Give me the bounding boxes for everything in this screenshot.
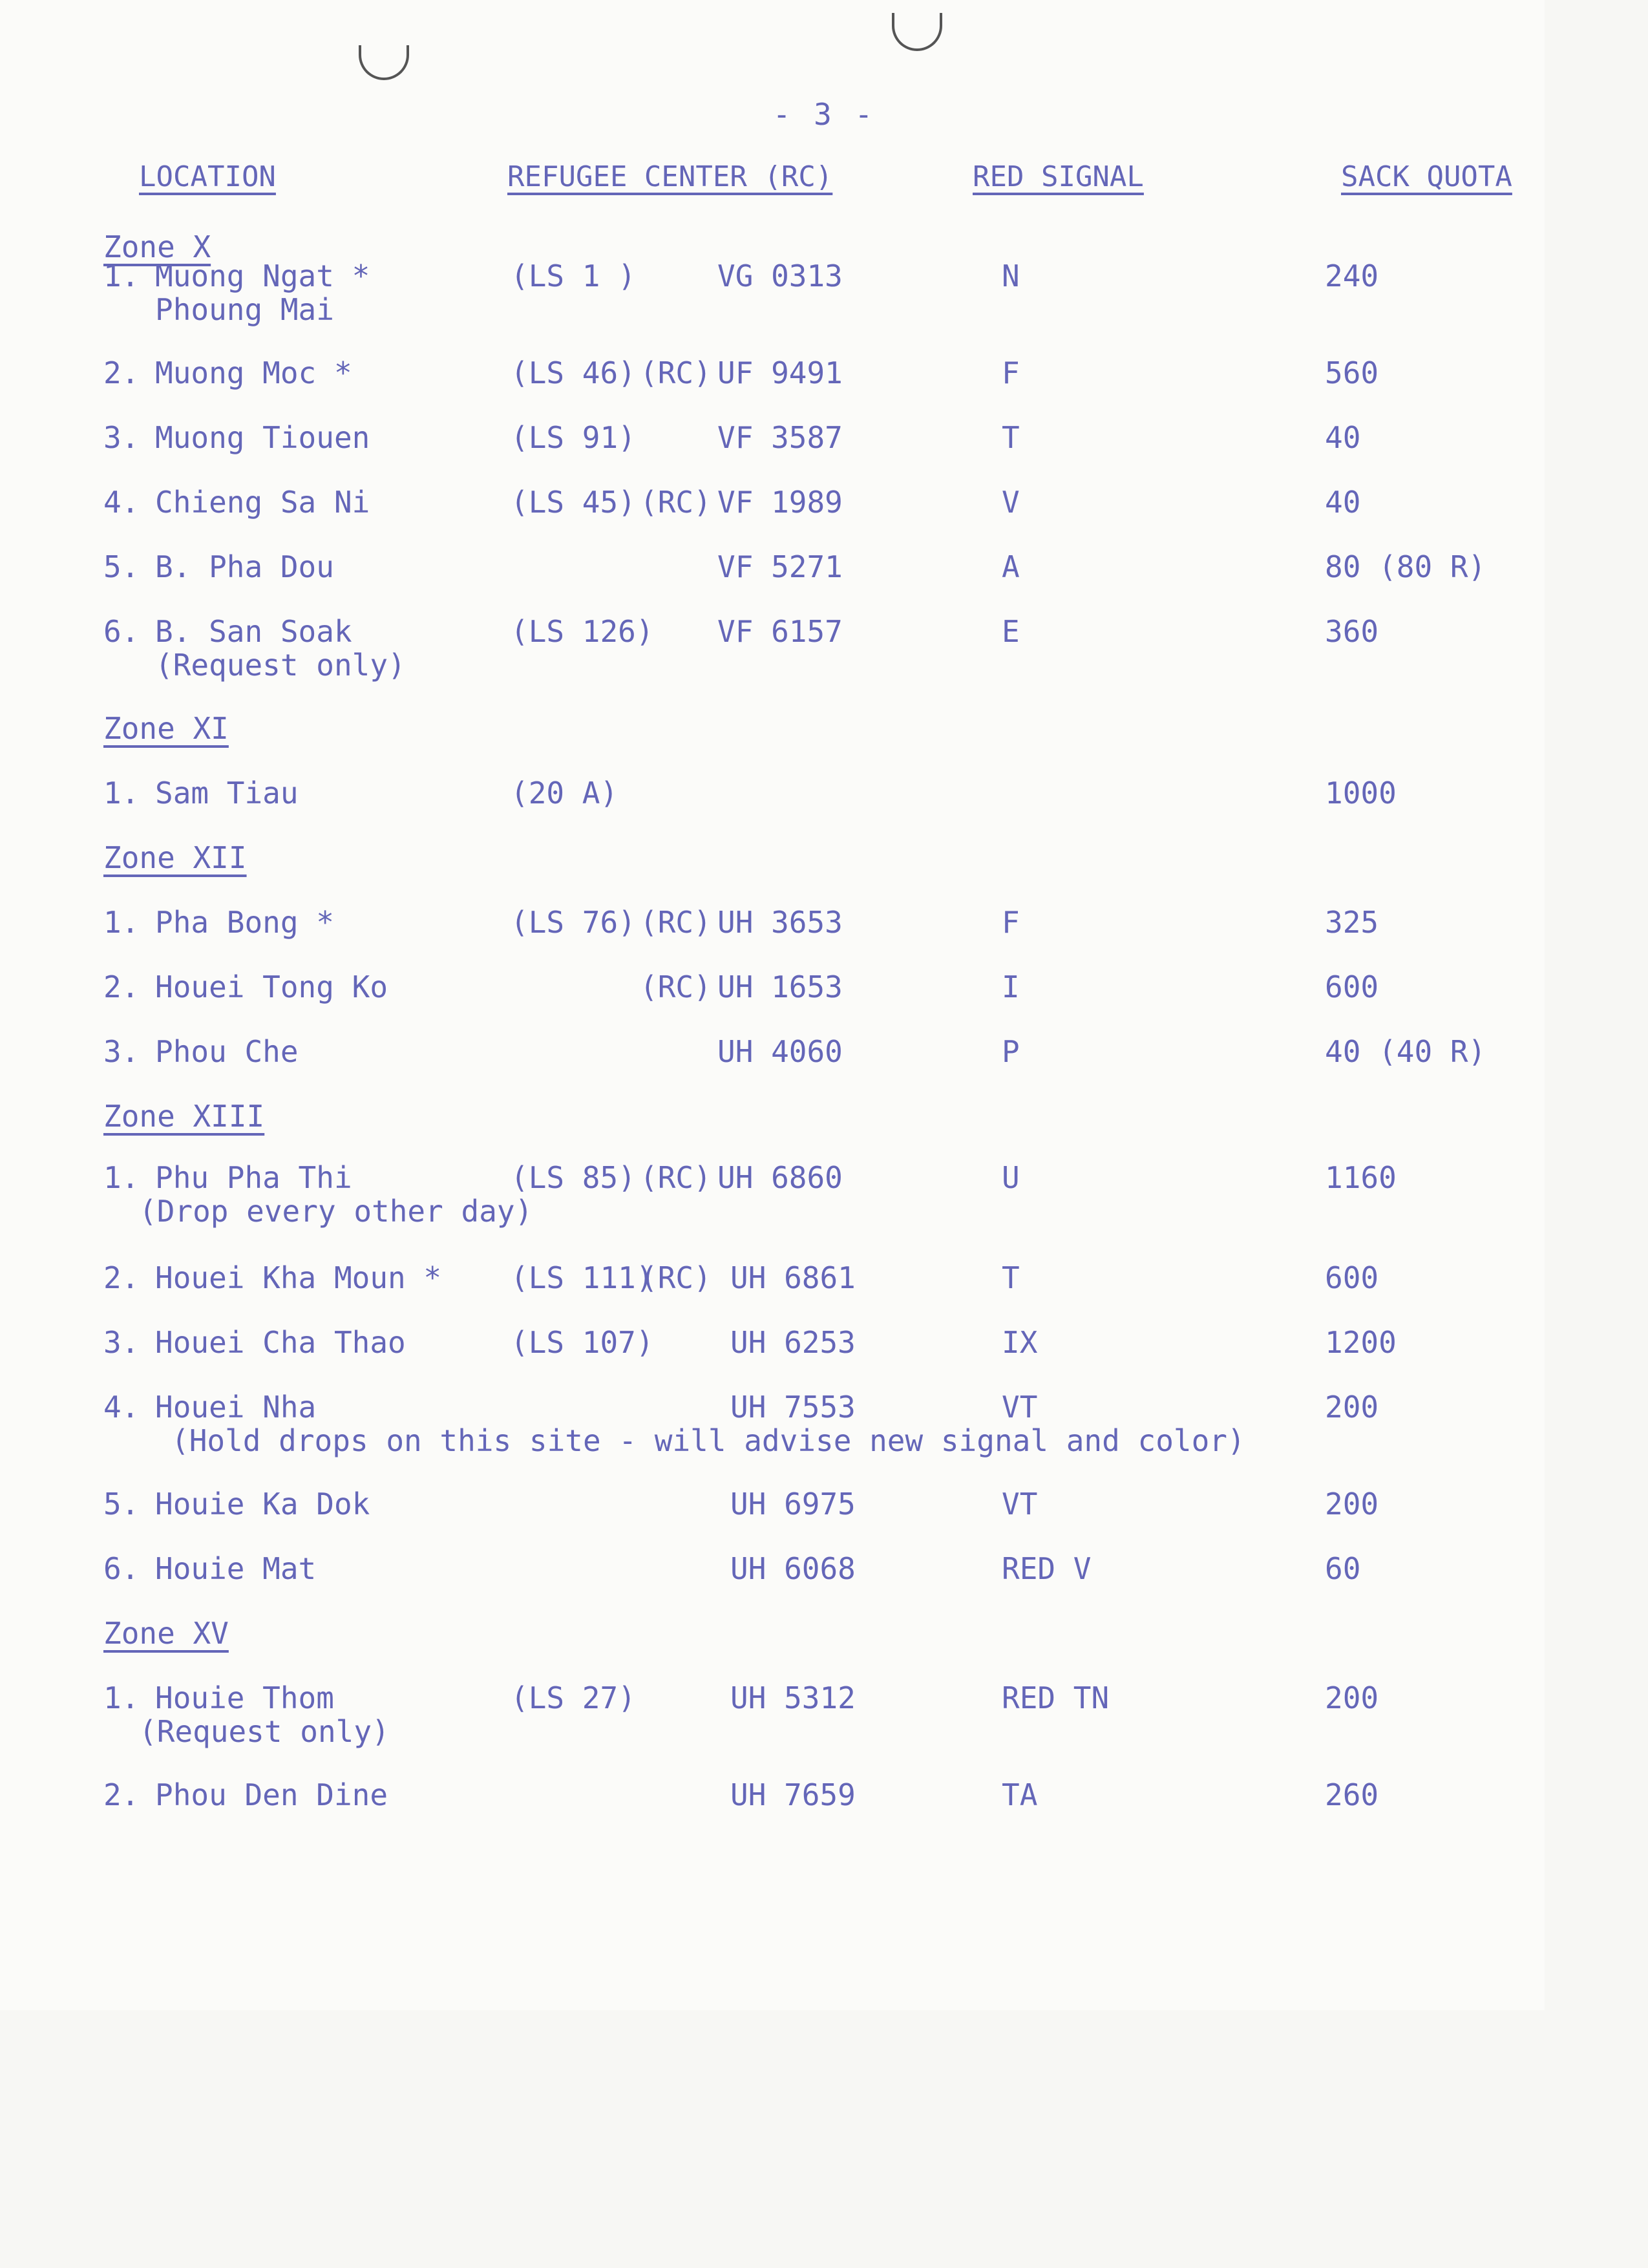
- row-signal: V: [1002, 485, 1020, 520]
- row-number: 1.: [103, 905, 140, 940]
- row-location: Houie Thom: [155, 1680, 334, 1715]
- row-signal: VT: [1002, 1390, 1038, 1425]
- zone-title: Zone XIII: [103, 1099, 265, 1134]
- row-ls: (LS 85): [511, 1160, 636, 1195]
- table-row: [0, 549, 1648, 614]
- row-quota: 1000: [1325, 776, 1397, 811]
- row-ls: (LS 91): [511, 420, 636, 455]
- row-quota: 60: [1325, 1551, 1361, 1586]
- row-signal: I: [1002, 970, 1020, 1004]
- row-ls: (LS 1 ): [511, 259, 636, 293]
- row-quota: 200: [1325, 1390, 1379, 1425]
- row-quota: 560: [1325, 355, 1379, 390]
- row-number: 5.: [103, 1487, 140, 1521]
- row-signal: F: [1002, 355, 1020, 390]
- row-number: 2.: [103, 1777, 140, 1812]
- row-signal: P: [1002, 1034, 1020, 1069]
- row-location-sub: (Request only): [139, 1714, 390, 1749]
- row-signal: IX: [1002, 1325, 1038, 1360]
- row-grid: UH 6860: [717, 1160, 843, 1195]
- row-ls: (LS 126): [511, 614, 654, 649]
- row-ls: (LS 111): [511, 1260, 654, 1295]
- header-sack-quota: SACK QUOTA: [1341, 160, 1512, 193]
- row-quota: 1200: [1325, 1325, 1397, 1360]
- table-row: [0, 1260, 1648, 1325]
- row-grid: VF 5271: [717, 549, 843, 584]
- row-quota: 40: [1325, 420, 1361, 455]
- row-grid: UH 6975: [730, 1487, 856, 1521]
- row-number: 1.: [103, 776, 140, 811]
- table-row: [0, 1551, 1648, 1616]
- row-grid: UH 6068: [730, 1551, 856, 1586]
- table-row: [0, 485, 1648, 549]
- row-signal: RED V: [1002, 1551, 1092, 1586]
- row-ls: (LS 107): [511, 1325, 654, 1360]
- row-number: 4.: [103, 485, 140, 520]
- table-row: [0, 970, 1648, 1034]
- row-location: Houei Nha: [155, 1390, 317, 1425]
- row-location-sub: Phoung Mai: [155, 292, 334, 327]
- row-location: Pha Bong *: [155, 905, 334, 940]
- row-grid: UH 5312: [730, 1680, 856, 1715]
- row-signal: RED TN: [1002, 1680, 1110, 1715]
- row-quota: 200: [1325, 1680, 1379, 1715]
- row-rc: (RC): [640, 485, 712, 520]
- row-location: Chieng Sa Ni: [155, 485, 370, 520]
- zone-title: Zone XII: [103, 840, 247, 875]
- table-row: [0, 1160, 1648, 1229]
- row-grid: UH 6253: [730, 1325, 856, 1360]
- row-signal: U: [1002, 1160, 1020, 1195]
- table-row: [0, 1487, 1648, 1551]
- row-location: Muong Tiouen: [155, 420, 370, 455]
- row-number: 2.: [103, 355, 140, 390]
- row-signal: T: [1002, 420, 1020, 455]
- row-grid: VF 3587: [717, 420, 843, 455]
- row-rc: (RC): [640, 1160, 712, 1195]
- row-location: Phu Pha Thi: [155, 1160, 352, 1195]
- row-ls: (20 A): [511, 776, 618, 811]
- row-number: 2.: [103, 1260, 140, 1295]
- row-location-sub: (Drop every other day): [139, 1194, 533, 1229]
- row-location: Houei Cha Thao: [155, 1325, 406, 1360]
- row-number: 1.: [103, 1160, 140, 1195]
- row-quota: 240: [1325, 259, 1379, 293]
- row-rc: (RC): [640, 970, 712, 1004]
- row-quota: 200: [1325, 1487, 1379, 1521]
- row-number: 2.: [103, 970, 140, 1004]
- row-location: Muong Ngat *: [155, 259, 370, 293]
- row-number: 4.: [103, 1390, 140, 1425]
- row-grid: UH 7659: [730, 1777, 856, 1812]
- table-row: [0, 1325, 1648, 1390]
- table-row: [0, 420, 1648, 485]
- row-note: (Hold drops on this site - will advise new signal and color): [171, 1423, 1245, 1458]
- row-ls: (LS 45): [511, 485, 636, 520]
- row-grid: UH 3653: [717, 905, 843, 940]
- table-row: [0, 1680, 1648, 1749]
- row-location: Houie Mat: [155, 1551, 317, 1586]
- row-location: Houei Tong Ko: [155, 970, 388, 1004]
- row-grid: UF 9491: [717, 355, 843, 390]
- row-grid: UH 7553: [730, 1390, 856, 1425]
- row-quota: 600: [1325, 970, 1379, 1004]
- row-location: Houie Ka Dok: [155, 1487, 370, 1521]
- row-location: B. San Soak: [155, 614, 352, 649]
- row-signal: A: [1002, 549, 1020, 584]
- row-signal: VT: [1002, 1487, 1038, 1521]
- row-grid: VF 1989: [717, 485, 843, 520]
- row-number: 6.: [103, 614, 140, 649]
- row-location: Houei Kha Moun *: [155, 1260, 442, 1295]
- row-number: 5.: [103, 549, 140, 584]
- table-row: [0, 1034, 1648, 1099]
- row-quota: 40 (40 R): [1325, 1034, 1486, 1069]
- row-location: Phou Che: [155, 1034, 299, 1069]
- zone-title: Zone XI: [103, 711, 229, 746]
- row-quota: 325: [1325, 905, 1379, 940]
- row-quota: 600: [1325, 1260, 1379, 1295]
- table-row: [0, 905, 1648, 970]
- header-refugee-center: REFUGEE CENTER (RC): [507, 160, 833, 193]
- table-row: [0, 355, 1648, 420]
- row-number: 3.: [103, 1325, 140, 1360]
- row-number: 6.: [103, 1551, 140, 1586]
- row-location: B. Pha Dou: [155, 549, 334, 584]
- row-ls: (LS 46): [511, 355, 636, 390]
- row-rc: (RC): [640, 1260, 712, 1295]
- row-signal: E: [1002, 614, 1020, 649]
- row-grid: UH 4060: [717, 1034, 843, 1069]
- row-quota: 40: [1325, 485, 1361, 520]
- table-row: [0, 1777, 1648, 1842]
- row-signal: F: [1002, 905, 1020, 940]
- row-number: 3.: [103, 1034, 140, 1069]
- row-ls: (LS 27): [511, 1680, 636, 1715]
- header-red-signal: RED SIGNAL: [973, 160, 1144, 193]
- row-grid: VG 0313: [717, 259, 843, 293]
- row-quota: 360: [1325, 614, 1379, 649]
- row-quota: 80 (80 R): [1325, 549, 1486, 584]
- row-number: 1.: [103, 1680, 140, 1715]
- row-signal: TA: [1002, 1777, 1038, 1812]
- row-grid: UH 6861: [730, 1260, 856, 1295]
- row-location: Phou Den Dine: [155, 1777, 388, 1812]
- zone-title: Zone X: [103, 229, 211, 264]
- row-location: Sam Tiau: [155, 776, 299, 811]
- row-rc: (RC): [640, 355, 712, 390]
- table-row: [0, 1390, 1648, 1458]
- row-quota: 260: [1325, 1777, 1379, 1812]
- row-quota: 1160: [1325, 1160, 1397, 1195]
- header-location: LOCATION: [139, 160, 276, 193]
- page-number: - 3 -: [772, 97, 876, 132]
- table-row: [0, 259, 1648, 327]
- table-row: [0, 776, 1648, 840]
- row-rc: (RC): [640, 905, 712, 940]
- row-ls: (LS 76): [511, 905, 636, 940]
- row-grid: UH 1653: [717, 970, 843, 1004]
- row-location-sub: (Request only): [155, 648, 406, 683]
- row-signal: N: [1002, 259, 1020, 293]
- row-signal: T: [1002, 1260, 1020, 1295]
- row-grid: VF 6157: [717, 614, 843, 649]
- zone-title: Zone XV: [103, 1616, 229, 1651]
- row-location: Muong Moc *: [155, 355, 352, 390]
- row-number: 1.: [103, 259, 140, 293]
- table-row: [0, 614, 1648, 683]
- row-number: 3.: [103, 420, 140, 455]
